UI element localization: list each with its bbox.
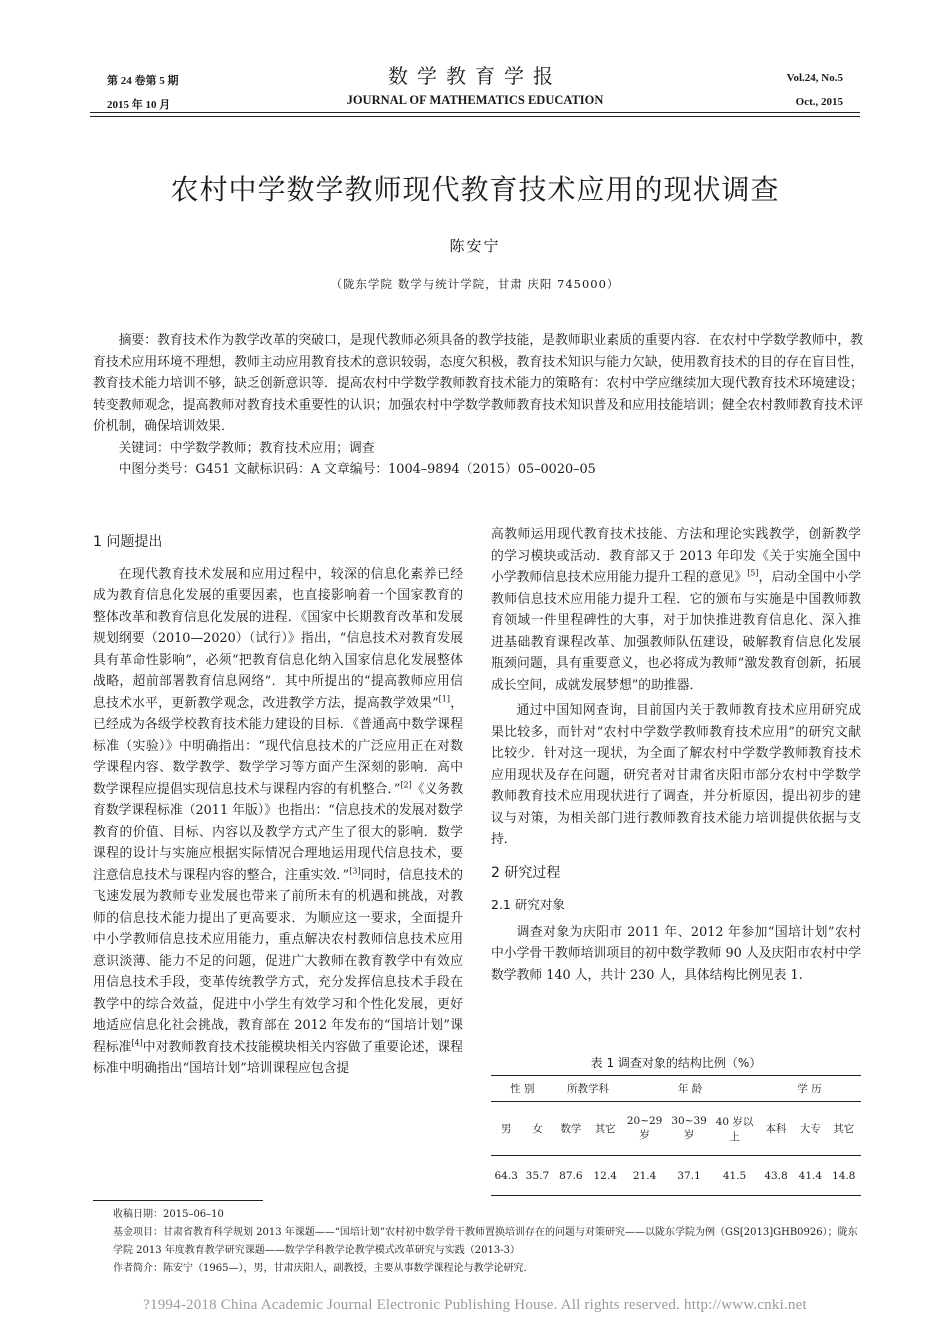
table-caption: 表 1 调查对象的结构比例（%） — [590, 1056, 762, 1070]
volume-issue-cn: 第 24 卷第 5 期 — [107, 75, 179, 87]
header-rule-thick — [90, 112, 860, 113]
body-paragraph-continued: 高教师运用现代教育技术技能、方法和理论实践教学，创新教学的学习模块或活动．教育部又于 2013 年印发《关于实施全国中小学教师信息技术应用能力提升工程的意见》[5]，启动全国中小学教师信息技术应用能力提升工程．它的颁布与实施是中国教师教育领域一件里程碑性的大事，对于加快推进教育信息化、深入推进基础教育课程改革、加强教师队伍建设，破解教育信息化发展瓶颈问题，具有重要意义，也必将成为教师“激发教育创新，拓展成长空间，成就发展梦想”的助推器． — [491, 527, 862, 693]
table-col-header: 30~39岁 — [671, 1115, 707, 1141]
table-group-header: 所教学科 — [567, 1083, 610, 1095]
author-affiliation: （陇东学院 数学与统计学院，甘肃 庆阳 745000） — [330, 277, 620, 291]
abstract-text: 摘要：教育技术作为教学改革的突破口，是现代教师必须具备的教学技能，是教师职业素质的重要内容．在农村中学数学教师中，教育技术应用环境不理想，教师主动应用教育技术的意识较弱，态度欠积极，教育技术知识与能力欠缺，使用教育技术的目的存在盲目性，教育技术能力培训不够，缺乏创新意识等．提高农村中学数学教师教育技术能力的策略有：农村中学应继续加大现代教育技术环境建设；转变教师观念，提高教师对教育技术重要性的认识；加强农村中学数学教师教育技术知识普及和应用技能培训；健全农村教师教育技术评价机制，确保培训效果． — [93, 333, 863, 434]
journal-name-cn: 数学教育学报 — [388, 64, 562, 88]
author-bio: 作者简介：陈安宁（1965—），男，甘肃庆阳人，副教授，主要从事数学课程论与教学论研究． — [113, 1263, 534, 1274]
table-cell: 87.6 — [559, 1169, 583, 1182]
left-column — [93, 532, 463, 1080]
citation: [3] — [349, 866, 361, 876]
table-group-header: 性 别 — [510, 1083, 535, 1095]
citation: [1] — [438, 694, 450, 704]
table-cell: 37.1 — [677, 1169, 701, 1182]
table-cell: 21.4 — [632, 1169, 657, 1182]
table-cell: 41.5 — [722, 1169, 747, 1182]
structure-table — [491, 1075, 861, 1196]
copyright-notice: ?1994-2018 China Academic Journal Electronic Publishing House. All rights reserved. http://www.cnki.net — [143, 1297, 807, 1313]
table-group-row — [491, 1076, 861, 1102]
table-header-row — [491, 1102, 861, 1156]
classification-info: 中图分类号：G451 文献标识码：A 文章编号：1004–9894（2015）05–0020–05 — [118, 462, 596, 477]
table-col-header: 其它 — [594, 1123, 616, 1135]
table-cell: 41.4 — [798, 1169, 823, 1182]
table-cell: 12.4 — [593, 1169, 617, 1182]
table-group-header: 年 龄 — [677, 1083, 703, 1095]
body-paragraph: 在现代教育技术发展和应用过程中，较深的信息化素养已经成为教育信息化发展的重要因素，也直接影响着一个国家教育的整体改革和教育信息化发展的进程．《国家中长期教育改革和发展规划纲要（2010—2020）（试行）》指出，“信息技术对教育发展具有革命性影响”，必须“把教育信息化纳入国家信息化发展整体战略，超前部署教育信息网络”．其中所提出的“提高教师应用信息技术水平，更新教学观念，改进教学方法，提高教学效果”[1]，已经成为各级学校教育技术能力建设的目标．《普通高中数学课程标准（实验）》中明确指出：“现代信息技术的广泛应用正在对数学课程内容、数学教学、数学学习等方面产生深刻的影响．高中数学课程应提倡实现信息技术与课程内容的有机整合．”[2]《义务教育数学课程标准（2011 年版）》也指出：“信息技术的发展对数学教育的价值、目标、内容以及教学方式产生了很大的影响．数学课程的设计与实施应根据实际情况合理地运用现代信息技术，要注意信息技术与课程内容的整合，注重实效．”[3]同时，信息技术的飞速发展为教师专业发展也带来了前所未有的机遇和挑战，对教师的信息技术能力提出了更高要求．为顺应这一要求，全面提升中小学教师信息技术应用能力，重点解决农村教师信息技术应用意识淡薄、能力不足的问题，促进广大教师在教育教学中有效应用信息技术手段，变革传统教学方式，充分发挥信息技术手段在教学中的综合效益，促进中小学生有效学习和个性化发展，更好地适应信息化社会挑战，教育部在 2012 年发布的“国培计划”课程标准[4]中对教师教育技术技能模块相关内容做了重要论述，课程标准中明确指出“国培计划”培训课程应包含提 — [93, 566, 464, 1076]
article-title: 农村中学数学教师现代教育技术应用的现状调查 — [170, 173, 780, 206]
table-col-header: 20~29岁 — [626, 1115, 663, 1141]
date-en: Oct., 2015 — [795, 96, 843, 108]
date-cn: 2015 年 10 月 — [107, 99, 171, 111]
keywords: 关键词：中学数学教师；教育技术应用；调查 — [118, 440, 375, 456]
table-group-header: 学 历 — [797, 1083, 822, 1095]
table-col-header: 40 岁以上 — [715, 1115, 754, 1143]
journal-name-en: JOURNAL OF MATHEMATICS EDUCATION — [346, 93, 604, 107]
footnotes — [93, 1206, 863, 1278]
table-row — [491, 1156, 861, 1196]
body-paragraph: 调查对象为庆阳市 2011 年、2012 年参加“国培计划”农村中小学骨干教师培训项目的初中数学教师 90 人及庆阳市农村中学数学教师 140 人，共计 230 人，具体结构比例见表 1. — [491, 924, 861, 983]
table-col-header: 数学 — [560, 1123, 582, 1135]
author-name: 陈安宁 — [449, 237, 501, 255]
abstract-block — [93, 330, 863, 481]
section-heading: 2 研究过程 — [491, 864, 561, 881]
table-col-header: 女 — [532, 1123, 543, 1135]
citation: [5] — [747, 568, 759, 578]
citation: [4] — [131, 1038, 143, 1048]
table-1 — [491, 1054, 861, 1196]
table-cell: 35.7 — [525, 1169, 550, 1182]
volume-issue-en: Vol.24, No.5 — [786, 72, 843, 84]
header-rule-thin — [90, 116, 860, 117]
received-date: 收稿日期：2015–06–10 — [113, 1209, 224, 1220]
table-cell: 64.3 — [494, 1169, 518, 1182]
subsection-heading: 2.1 研究对象 — [491, 897, 565, 912]
table-col-header: 大专 — [799, 1123, 821, 1135]
body-paragraph: 通过中国知网查询，目前国内关于教师教育技术应用研究成果比较多，而针对“农村中学数学教师教育技术应用”的研究文献比较少．针对这一现状，为全面了解农村中学数学教师教育技术应用现状及存在问题，研究者对甘肃省庆阳市部分农村中学数学教师教育技术应用现状进行了调查，并分析原因，提出初步的建议与对策，为相关部门进行教师教育技术能力培训提供依据与支持． — [491, 703, 861, 847]
right-column — [491, 524, 861, 986]
citation: [2] — [400, 780, 412, 790]
section-heading: 1 问题提出 — [93, 534, 163, 550]
table-cell: 43.8 — [764, 1169, 788, 1182]
table-cell: 14.8 — [832, 1169, 856, 1182]
table-col-header: 其它 — [833, 1123, 855, 1135]
fund-info: 基金项目：甘肃省教育科学规划 2013 年课题——“国培计划”农村初中数学骨干教师置换培训存在的问题与对策研究——以陇东学院为例（GS[2013]GHB0926）；陇东学院 2013 年度教育教学研究课题——数学学科教学论教学模式改革研究与实践（2013-3） — [113, 1227, 858, 1256]
table-col-header: 本科 — [765, 1123, 787, 1135]
footnote-rule — [93, 1200, 263, 1201]
table-col-header: 男 — [500, 1123, 512, 1135]
